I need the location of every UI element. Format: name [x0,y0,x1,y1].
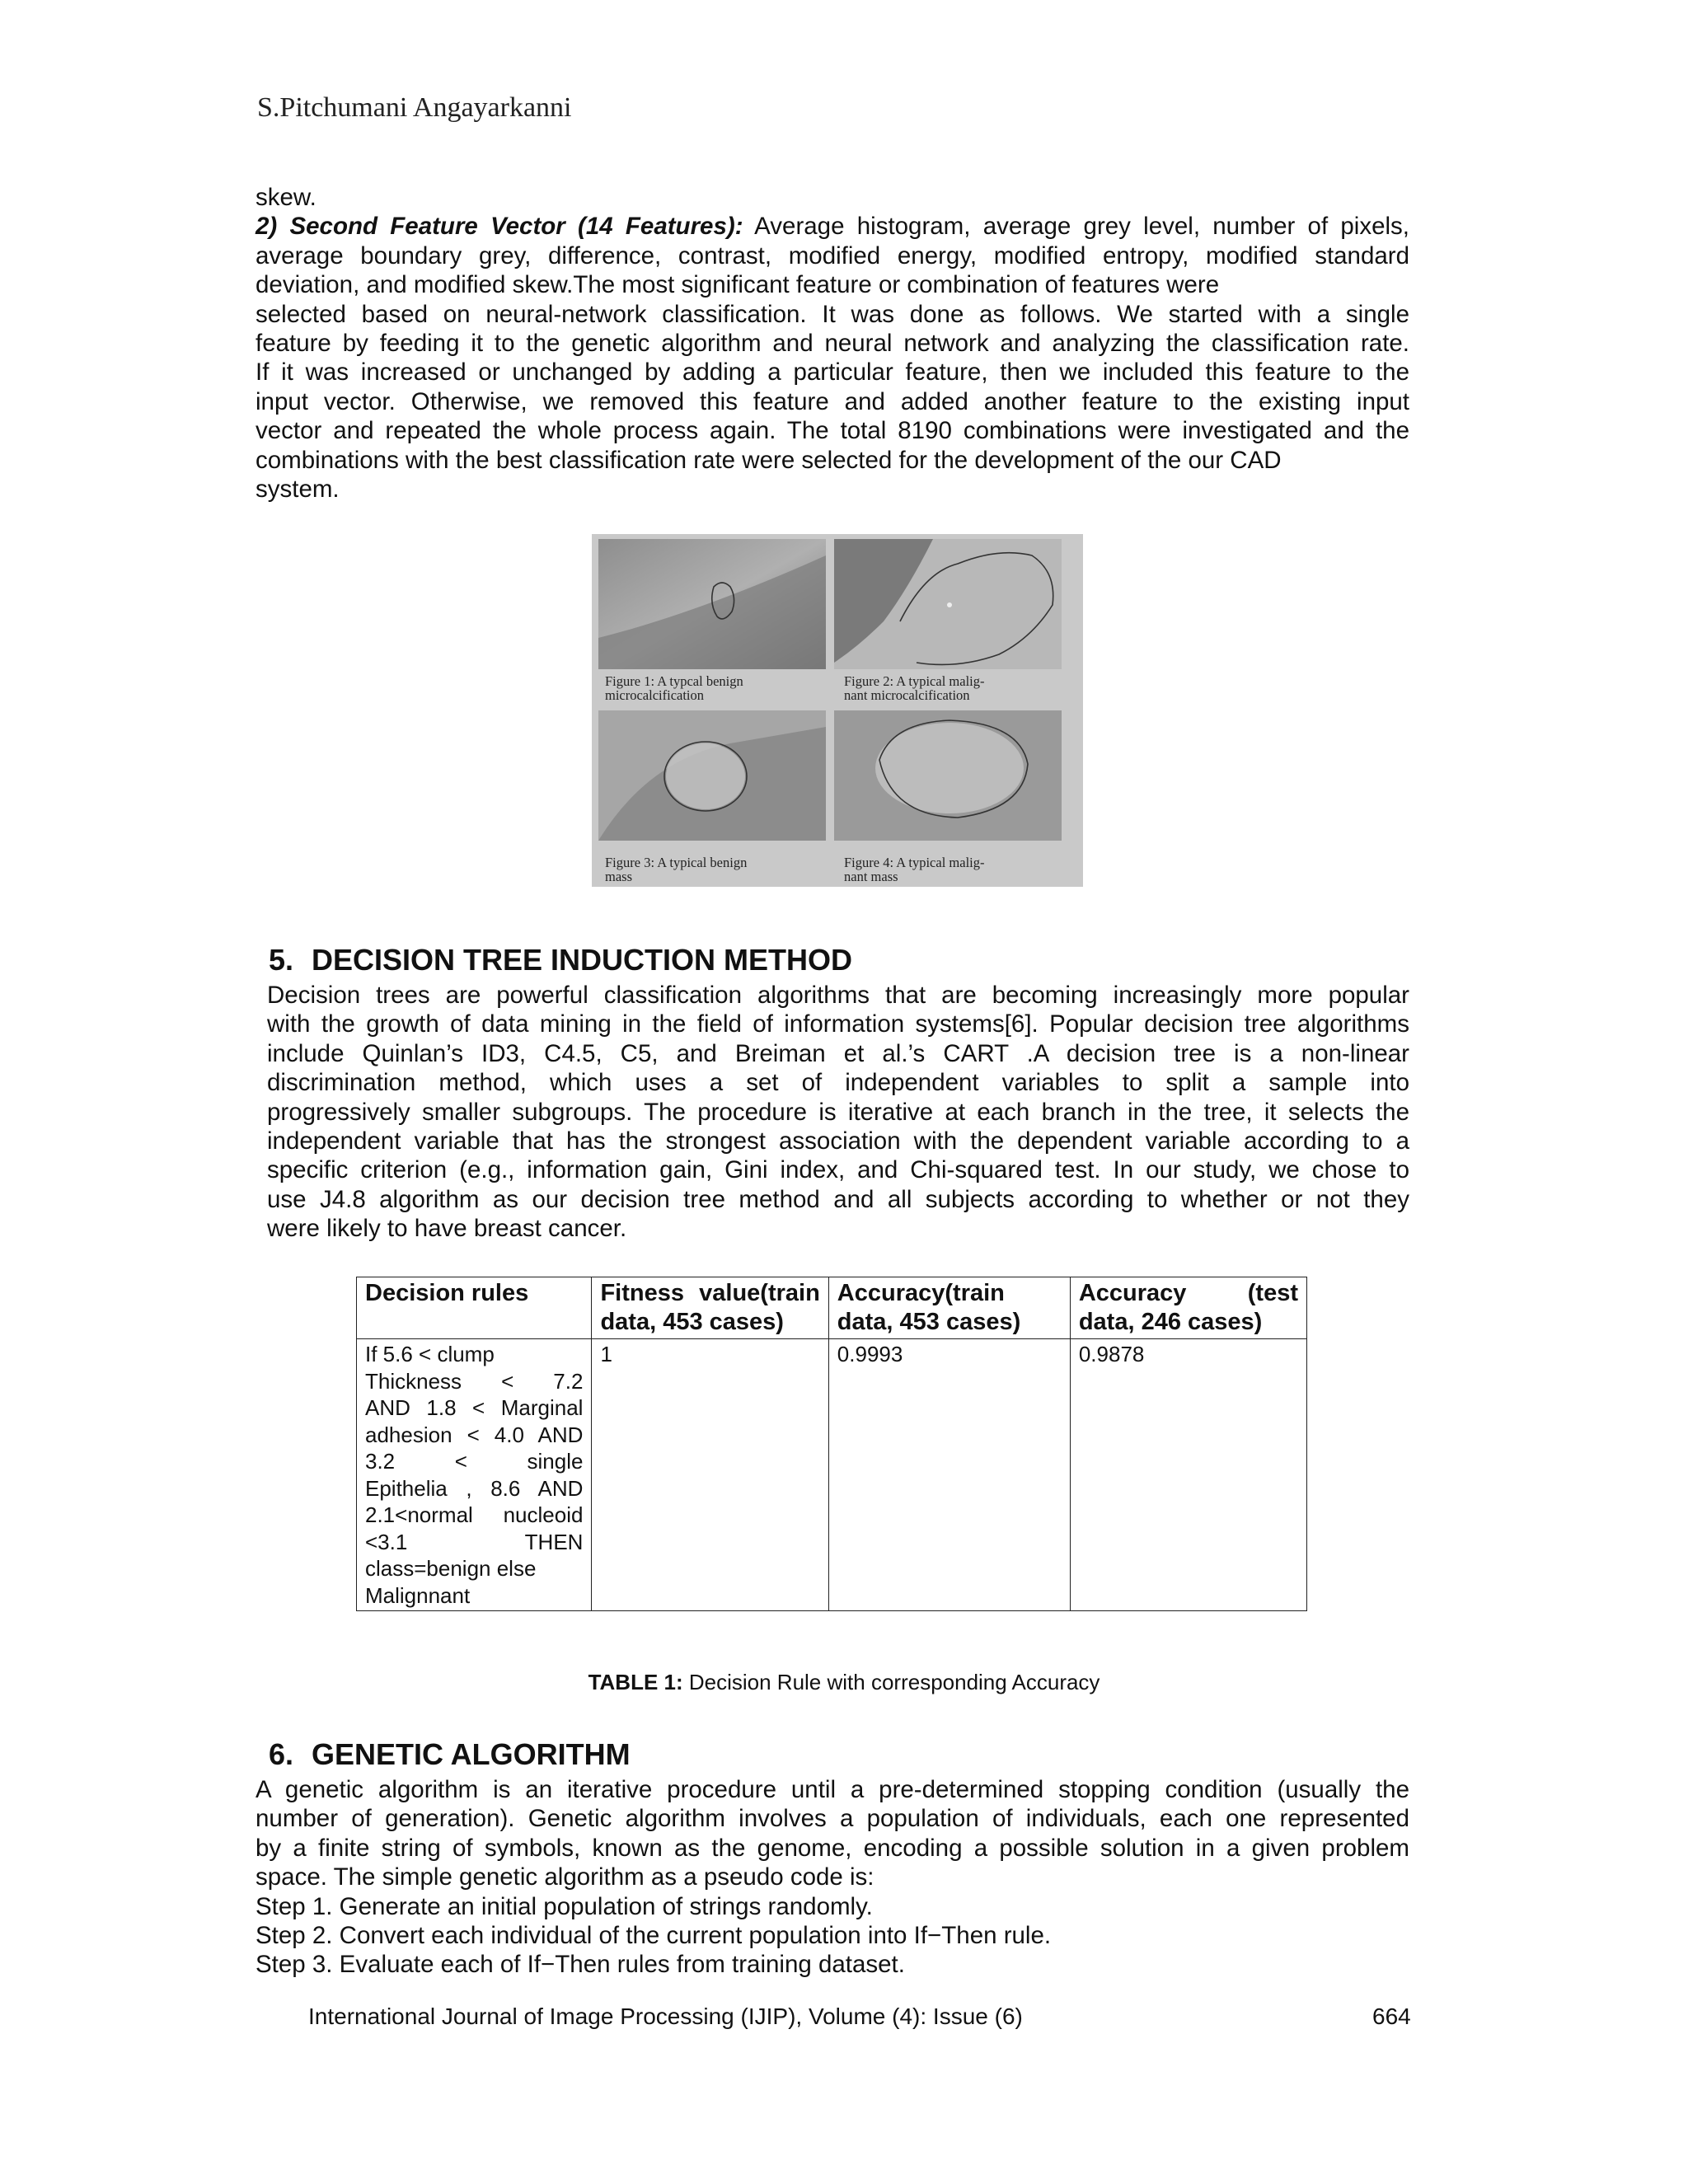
figure-1-caption: Figure 1: A typcal benign microcalcification [605,673,743,703]
section-6-line: by a finite string of symbols, known as the genome, encoding a possible solution in a given problem [256,1834,1409,1862]
figure-3-image [598,710,826,841]
page-number: 664 [1372,2004,1411,2029]
figure-1-image [598,539,826,669]
cell-accuracy-test: 0.9878 [1070,1339,1306,1611]
section-5-line: independent variable that has the strongest association with the dependent variable according to a [267,1127,1409,1155]
header-fitness: Fitness value(train data, 453 cases) [592,1277,828,1339]
step-item: Step 3. Evaluate each of If−Then rules from training dataset. [256,1951,905,1979]
decision-rules-table [356,1277,1307,1611]
section-6-line: number of generation). Genetic algorithm involves a population of individuals, each one represented [256,1805,1409,1833]
intro-line: If it was increased or unchanged by adding a particular feature, then we included this feature to the [256,359,1409,387]
section-5-line: were likely to have breast cancer. [267,1215,627,1243]
section-6-line: space. The simple genetic algorithm as a pseudo code is: [256,1863,874,1891]
cell-fitness: 1 [592,1339,828,1611]
section-5-paragraph [267,981,1409,1244]
figure-3-caption: Figure 3: A typical benign mass [605,855,748,884]
header-accuracy-train: Accuracy(train data, 453 cases) [828,1277,1070,1339]
section-5-line: specific criterion (e.g., information gain, Gini index, and Chi-squared test. In our study, we chose to [267,1156,1409,1184]
section-5-line: Decision trees are powerful classification algorithms that are becoming increasingly more popular [267,982,1409,1009]
intro-continuation: skew. [256,184,316,211]
section-5-heading [269,943,852,977]
figure-4-caption: Figure 4: A typical malig- nant mass [844,855,985,884]
running-header: S.Pitchumani Angayarkanni [257,92,572,123]
intro-line-0: 2) Second Feature Vector (14 Features): Average histogram, average grey level, number of pixels, [256,213,1410,241]
journal-footer: International Journal of Image Processing (IJIP), Volume (4): Issue (6) [308,2004,1023,2029]
header-accuracy-test: Accuracy (test data, 246 cases) [1070,1277,1306,1339]
section-6-line: A genetic algorithm is an iterative procedure until a pre-determined stopping condition (usually the [256,1776,1409,1803]
cell-decision-rule: If 5.6 < clump Thickness < 7.2 AND 1.8 < Marginal adhesion < 4.0 AND 3.2 < single Epithelia , 8.6 AND 2.1<normal nucleoid <3.1 THEN class=benign else Malignnant [357,1339,592,1611]
section-6-title: GENETIC ALGORITHM [312,1737,631,1771]
intro-line: combinations with the best classification rate were selected for the development of the our CAD [256,446,1282,474]
intro-line: input vector. Otherwise, we removed this feature and added another feature to the existing input [256,387,1409,415]
feature-vector-lead: 2) Second Feature Vector (14 Features): [256,213,743,241]
figure-2-image [834,539,1062,669]
section-5-line: discrimination method, which uses a set of independent variables to split a sample into [267,1069,1409,1097]
figure-2-caption: Figure 2: A typical malig- nant microcalcification [844,673,985,703]
header-decision-rules: Decision rules [357,1277,592,1339]
section-5-number: 5. [269,943,294,977]
mammogram-figure [592,534,1083,887]
intro-line: vector and repeated the whole process again. The total 8190 combinations were investigated and the [256,417,1409,445]
section-5-line: progressively smaller subgroups. The procedure is iterative at each branch in the tree, it selects the [267,1098,1409,1126]
intro-line: average boundary grey, difference, contrast, modified energy, modified entropy, modified standard [256,241,1409,269]
step-item: Step 2. Convert each individual of the current population into If−Then rule. [256,1922,1052,1950]
cell-accuracy-train: 0.9993 [828,1339,1070,1611]
section-5-line: use J4.8 algorithm as our decision tree method and all subjects according to whether or not they [267,1185,1409,1213]
table-caption-text: Decision Rule with corresponding Accuracy [682,1670,1100,1694]
step-item: Step 1. Generate an initial population of strings randomly. [256,1892,873,1920]
intro-paragraph [256,183,1409,504]
section-5-line: include Quinlan’s ID3, C4.5, C5, and Breiman et al.’s CART .A decision tree is a non-linear [267,1039,1409,1067]
intro-line: feature by feeding it to the genetic algorithm and neural network and analyzing the classification rate. [256,330,1409,358]
table-caption-label: TABLE 1: [588,1670,683,1694]
section-6-heading [269,1737,631,1772]
table-caption [0,1670,1688,1695]
figure-4-image [834,710,1062,841]
intro-line: selected based on neural-network classification. It was done as follows. We started with a single [256,300,1409,328]
section-6-number: 6. [269,1737,294,1771]
table-header-row [357,1277,1307,1339]
table-row [357,1339,1307,1611]
section-6-paragraph [256,1775,1409,1980]
section-5-title: DECISION TREE INDUCTION METHOD [312,943,853,977]
intro-line: system. [256,476,340,504]
intro-line: deviation, and modified skew.The most significant feature or combination of features were [256,271,1220,299]
section-5-line: with the growth of data mining in the field of information systems[6]. Popular decision tree algorithms [267,1010,1409,1038]
